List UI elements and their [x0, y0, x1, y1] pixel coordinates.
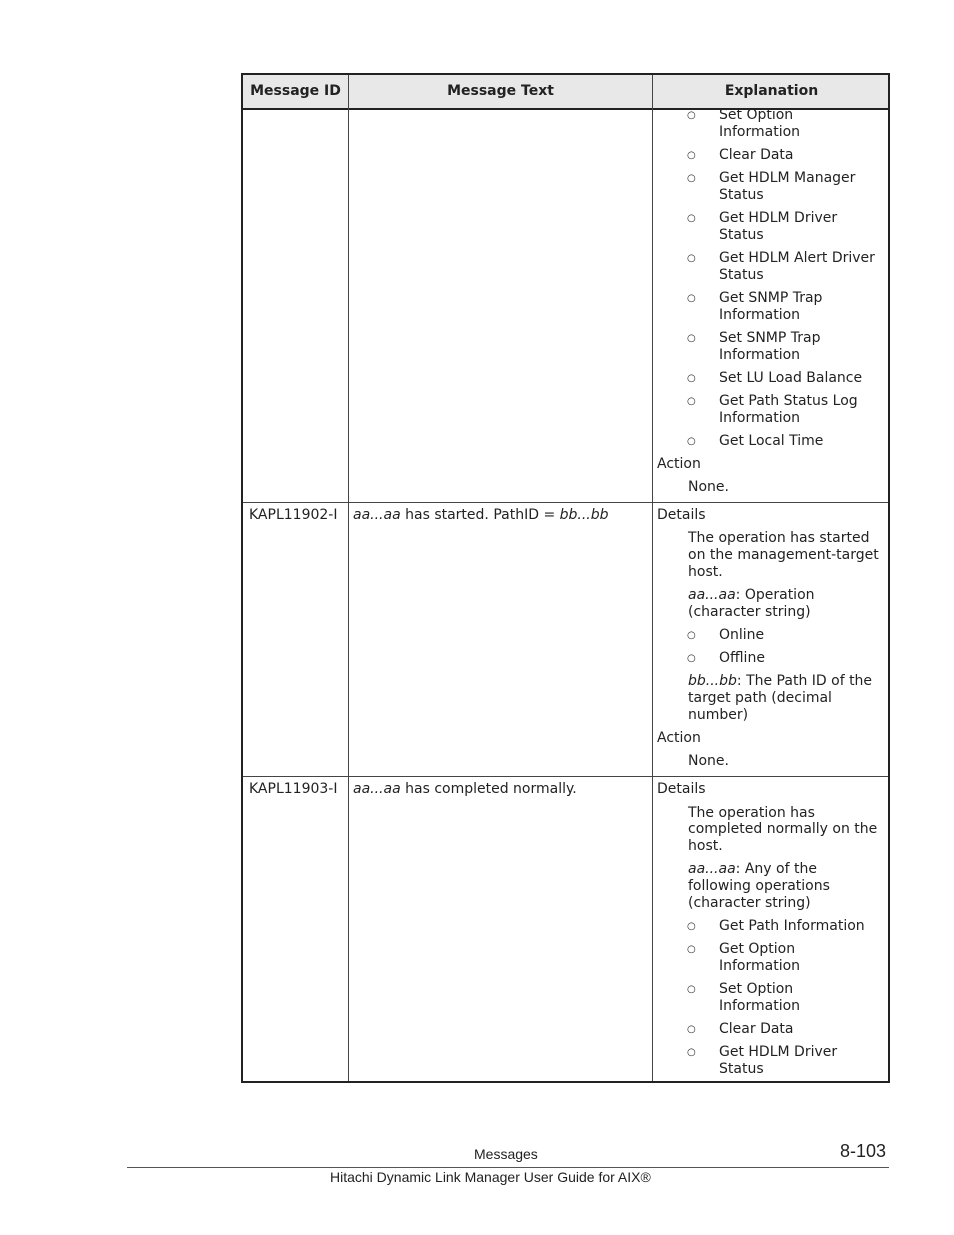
details-line: The operation has started	[688, 530, 870, 546]
bullet-marker-icon: ○	[687, 213, 696, 224]
header-message-text: Message Text	[447, 83, 554, 99]
variable-aa: aa...aa	[353, 781, 401, 797]
bullet-marker-icon: ○	[687, 373, 696, 384]
list-item: Information	[719, 347, 801, 363]
list-item: Get HDLM Driver	[719, 210, 838, 226]
variable-aa: aa...aa	[688, 587, 736, 603]
details-label: Details	[657, 507, 706, 523]
details-label: Details	[657, 781, 706, 797]
list-item: Get Path Status Log	[719, 393, 858, 409]
variable-description-line: (character string)	[688, 895, 811, 911]
bullet-marker-icon: ○	[687, 396, 696, 407]
action-text: None.	[688, 753, 729, 769]
bullet-marker-icon: ○	[687, 253, 696, 264]
variable-description-line: target path (decimal	[688, 690, 832, 706]
column-divider	[652, 75, 653, 1081]
message-text-middle: has started. PathID =	[400, 507, 560, 523]
list-item: Information	[719, 307, 801, 323]
list-item: Get Local Time	[719, 433, 824, 449]
list-item: Set SNMP Trap	[719, 330, 821, 346]
footer-divider	[127, 1167, 889, 1168]
details-line: host.	[688, 564, 723, 580]
list-item: Information	[719, 958, 801, 974]
list-item: Get HDLM Manager	[719, 170, 856, 186]
message-id: KAPL11903-I	[249, 781, 338, 797]
list-item: Status	[719, 1061, 764, 1077]
variable-description-text: : Any of the	[735, 861, 817, 877]
header-message-id: Message ID	[250, 83, 341, 99]
details-line: host.	[688, 838, 723, 854]
bullet-marker-icon: ○	[687, 653, 696, 664]
bullet-marker-icon: ○	[687, 110, 696, 121]
bullet-marker-icon: ○	[687, 333, 696, 344]
bullet-marker-icon: ○	[687, 630, 696, 641]
variable-description	[688, 673, 872, 690]
row-divider	[243, 502, 888, 503]
variable-description	[688, 861, 817, 878]
variable-aa: aa...aa	[688, 861, 736, 877]
variable-description-line: (character string)	[688, 604, 811, 620]
list-item: Clear Data	[719, 1021, 794, 1037]
message-text	[353, 507, 609, 524]
bullet-marker-icon: ○	[687, 1024, 696, 1035]
footer-section: Messages	[474, 1146, 538, 1162]
action-label: Action	[657, 456, 701, 472]
variable-description-line: number)	[688, 707, 749, 723]
bullet-marker-icon: ○	[687, 293, 696, 304]
action-text: None.	[688, 479, 729, 495]
list-item: Set Option	[719, 981, 794, 997]
bullet-marker-icon: ○	[687, 1047, 696, 1058]
table-header	[243, 75, 888, 110]
bullet-marker-icon: ○	[687, 150, 696, 161]
page-number: 8-103	[840, 1141, 887, 1161]
bullet-marker-icon: ○	[687, 984, 696, 995]
list-item: Get Option	[719, 941, 796, 957]
list-item: Offline	[719, 650, 765, 666]
list-item: Set LU Load Balance	[719, 370, 863, 386]
variable-bb: bb...bb	[559, 507, 609, 523]
list-item: Get HDLM Driver	[719, 1044, 838, 1060]
list-item: Information	[719, 998, 801, 1014]
message-text	[353, 781, 577, 798]
message-text-rest: has completed normally.	[400, 781, 577, 797]
details-line: The operation has	[688, 805, 815, 821]
variable-bb: bb...bb	[688, 673, 737, 689]
book-title: Hitachi Dynamic Link Manager User Guide for AIX®	[330, 1169, 651, 1185]
list-item: Set Option	[719, 107, 794, 123]
details-line: completed normally on the	[688, 821, 878, 837]
list-item: Information	[719, 410, 801, 426]
column-divider	[348, 75, 349, 1081]
variable-description	[688, 587, 815, 604]
list-item: Clear Data	[719, 147, 794, 163]
list-item: Online	[719, 627, 765, 643]
bullet-marker-icon: ○	[687, 173, 696, 184]
variable-description-line: following operations	[688, 878, 830, 894]
bullet-marker-icon: ○	[687, 944, 696, 955]
row-divider	[243, 776, 888, 777]
details-line: on the management-target	[688, 547, 879, 563]
list-item: Status	[719, 227, 764, 243]
bullet-marker-icon: ○	[687, 921, 696, 932]
message-id: KAPL11902-I	[249, 507, 338, 523]
list-item: Information	[719, 124, 801, 140]
list-item: Get HDLM Alert Driver	[719, 250, 875, 266]
bullet-marker-icon: ○	[687, 436, 696, 447]
list-item: Status	[719, 267, 764, 283]
variable-aa: aa...aa	[353, 507, 401, 523]
header-explanation: Explanation	[724, 83, 819, 99]
list-item: Status	[719, 187, 764, 203]
variable-description-text: : The Path ID of the	[736, 673, 873, 689]
list-item: Get SNMP Trap	[719, 290, 823, 306]
list-item: Get Path Information	[719, 918, 865, 934]
variable-description-text: : Operation	[735, 587, 815, 603]
action-label: Action	[657, 730, 701, 746]
